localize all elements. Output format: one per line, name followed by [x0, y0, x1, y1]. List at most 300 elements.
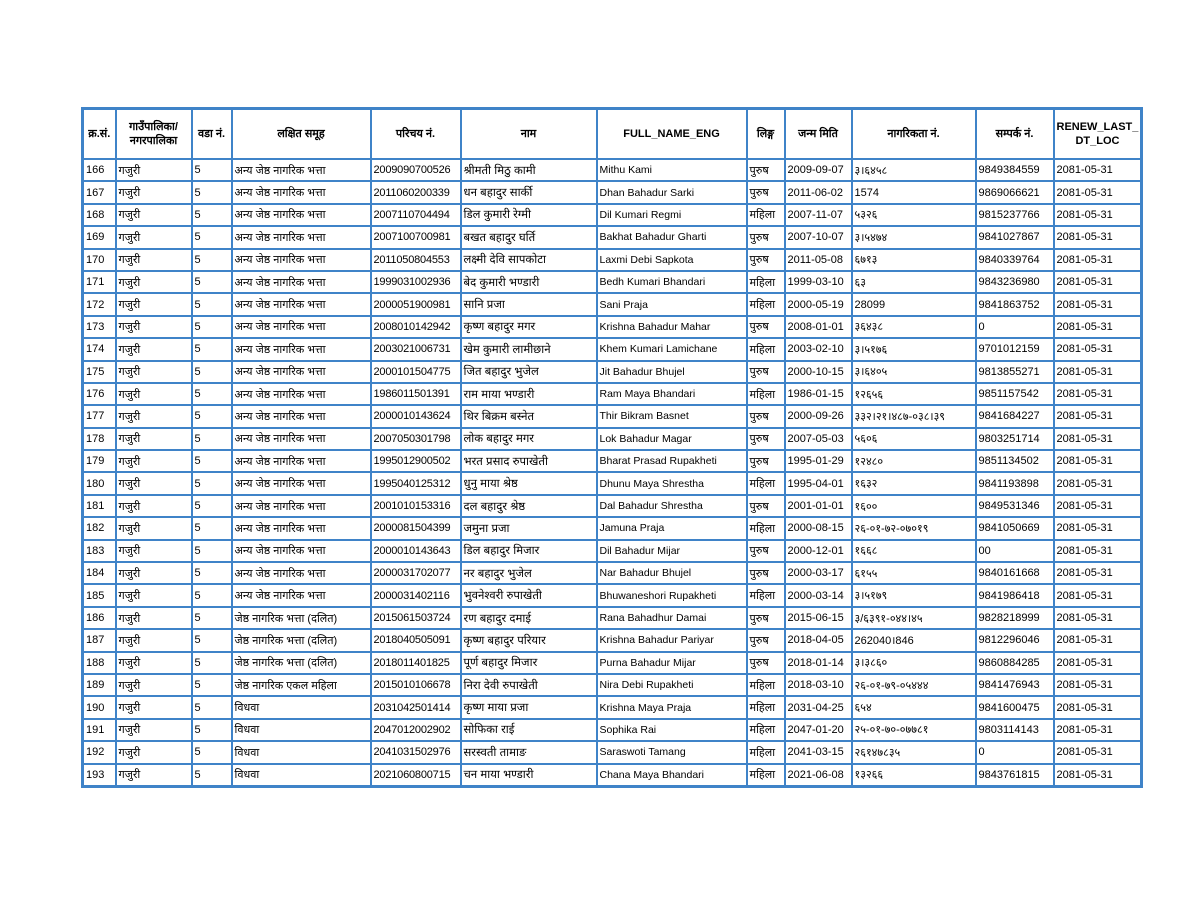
- cell-id-number: 2000101504775: [371, 361, 461, 383]
- cell-id-number: 2000031702077: [371, 562, 461, 584]
- cell-renew-date: 2081-05-31: [1054, 764, 1142, 787]
- cell-municipality: गजुरी: [116, 562, 192, 584]
- header-renew-date: RENEW_LAST_ DT_LOC: [1054, 109, 1142, 160]
- cell-municipality: गजुरी: [116, 450, 192, 472]
- cell-contact-no: 9841986418: [976, 584, 1054, 606]
- cell-gender: महिला: [747, 517, 785, 539]
- cell-citizenship-no: ६७१३: [852, 249, 976, 271]
- table-row: [83, 584, 1142, 606]
- cell-renew-date: 2081-05-31: [1054, 338, 1142, 360]
- cell-sn: 178: [83, 428, 116, 450]
- cell-id-number: 2003021006731: [371, 338, 461, 360]
- header-municipality: गाउँपालिका/ नगरपालिका: [116, 109, 192, 160]
- cell-name: दल बहादुर श्रेष्ठ: [461, 495, 597, 517]
- cell-sn: 174: [83, 338, 116, 360]
- cell-name: सोफिका राई: [461, 719, 597, 741]
- cell-contact-no: 9843236980: [976, 271, 1054, 293]
- cell-name: कृष्ण बहादुर मगर: [461, 316, 597, 338]
- cell-full-name-eng: Krishna Bahadur Mahar: [597, 316, 747, 338]
- cell-full-name-eng: Krishna Bahadur Pariyar: [597, 629, 747, 651]
- cell-id-number: 2015061503724: [371, 607, 461, 629]
- cell-gender: महिला: [747, 204, 785, 226]
- cell-citizenship-no: ३।५१७६: [852, 338, 976, 360]
- cell-target-group: अन्य जेष्ठ नागरिक भत्ता: [232, 271, 371, 293]
- cell-name: निरा देवी रुपाखेती: [461, 674, 597, 696]
- cell-name: चन माया भण्डारी: [461, 764, 597, 787]
- cell-sn: 177: [83, 405, 116, 427]
- cell-citizenship-no: ३३२।२१।४८७-०३८।३९: [852, 405, 976, 427]
- cell-contact-no: 9815237766: [976, 204, 1054, 226]
- cell-renew-date: 2081-05-31: [1054, 249, 1142, 271]
- cell-target-group: जेष्ठ नागरिक भत्ता (दलित): [232, 652, 371, 674]
- cell-sn: 180: [83, 472, 116, 494]
- cell-full-name-eng: Nira Debi Rupakheti: [597, 674, 747, 696]
- cell-target-group: अन्य जेष्ठ नागरिक भत्ता: [232, 584, 371, 606]
- cell-birth-date: 2000-09-26: [785, 405, 852, 427]
- cell-target-group: अन्य जेष्ठ नागरिक भत्ता: [232, 249, 371, 271]
- cell-municipality: गजुरी: [116, 696, 192, 718]
- table-row: [83, 204, 1142, 226]
- cell-contact-no: 9813855271: [976, 361, 1054, 383]
- cell-target-group: विधवा: [232, 764, 371, 787]
- cell-full-name-eng: Thir Bikram Basnet: [597, 405, 747, 427]
- cell-name: खेम कुमारी लामीछाने: [461, 338, 597, 360]
- cell-id-number: 2031042501414: [371, 696, 461, 718]
- cell-ward: 5: [192, 338, 232, 360]
- cell-id-number: 2009090700526: [371, 159, 461, 181]
- cell-sn: 190: [83, 696, 116, 718]
- cell-id-number: 2018040505091: [371, 629, 461, 651]
- cell-full-name-eng: Bedh Kumari Bhandari: [597, 271, 747, 293]
- table-row: [83, 226, 1142, 248]
- cell-name: रण बहादुर दमाई: [461, 607, 597, 629]
- cell-citizenship-no: ३६४३८: [852, 316, 976, 338]
- cell-renew-date: 2081-05-31: [1054, 226, 1142, 248]
- cell-citizenship-no: ६३: [852, 271, 976, 293]
- table-row: [83, 450, 1142, 472]
- cell-renew-date: 2081-05-31: [1054, 383, 1142, 405]
- cell-contact-no: 9841863752: [976, 293, 1054, 315]
- cell-sn: 187: [83, 629, 116, 651]
- cell-full-name-eng: Laxmi Debi Sapkota: [597, 249, 747, 271]
- table-row: [83, 159, 1142, 181]
- cell-full-name-eng: Bhuwaneshori Rupakheti: [597, 584, 747, 606]
- cell-target-group: अन्य जेष्ठ नागरिक भत्ता: [232, 562, 371, 584]
- cell-name: लोक बहादुर मगर: [461, 428, 597, 450]
- table-row: [83, 249, 1142, 271]
- cell-citizenship-no: ६५४: [852, 696, 976, 718]
- header-sn: क्र.सं.: [83, 109, 116, 160]
- cell-birth-date: 2007-11-07: [785, 204, 852, 226]
- cell-municipality: गजुरी: [116, 204, 192, 226]
- cell-target-group: जेष्ठ नागरिक भत्ता (दलित): [232, 607, 371, 629]
- cell-municipality: गजुरी: [116, 540, 192, 562]
- cell-citizenship-no: १६६८: [852, 540, 976, 562]
- cell-gender: महिला: [747, 741, 785, 763]
- cell-target-group: अन्य जेष्ठ नागरिक भत्ता: [232, 293, 371, 315]
- cell-municipality: गजुरी: [116, 316, 192, 338]
- cell-municipality: गजुरी: [116, 271, 192, 293]
- cell-sn: 169: [83, 226, 116, 248]
- cell-birth-date: 2000-12-01: [785, 540, 852, 562]
- table-row: [83, 383, 1142, 405]
- cell-citizenship-no: १२४८०: [852, 450, 976, 472]
- cell-birth-date: 2000-03-14: [785, 584, 852, 606]
- cell-citizenship-no: २६-०१-७२-०७०१९: [852, 517, 976, 539]
- cell-ward: 5: [192, 629, 232, 651]
- cell-gender: पुरुष: [747, 629, 785, 651]
- cell-ward: 5: [192, 517, 232, 539]
- cell-municipality: गजुरी: [116, 361, 192, 383]
- cell-full-name-eng: Dil Kumari Regmi: [597, 204, 747, 226]
- cell-ward: 5: [192, 428, 232, 450]
- cell-sn: 184: [83, 562, 116, 584]
- cell-citizenship-no: ३।३८६०: [852, 652, 976, 674]
- cell-ward: 5: [192, 472, 232, 494]
- cell-name: कृष्ण माया प्रजा: [461, 696, 597, 718]
- cell-ward: 5: [192, 540, 232, 562]
- cell-ward: 5: [192, 159, 232, 181]
- cell-target-group: अन्य जेष्ठ नागरिक भत्ता: [232, 450, 371, 472]
- table-row: [83, 517, 1142, 539]
- cell-full-name-eng: Chana Maya Bhandari: [597, 764, 747, 787]
- table-header: [83, 109, 1142, 160]
- cell-ward: 5: [192, 495, 232, 517]
- cell-name: बेद कुमारी भण्डारी: [461, 271, 597, 293]
- cell-id-number: 2007110704494: [371, 204, 461, 226]
- cell-gender: महिला: [747, 472, 785, 494]
- cell-ward: 5: [192, 316, 232, 338]
- cell-municipality: गजुरी: [116, 181, 192, 203]
- cell-renew-date: 2081-05-31: [1054, 181, 1142, 203]
- cell-renew-date: 2081-05-31: [1054, 472, 1142, 494]
- table-row: [83, 607, 1142, 629]
- cell-municipality: गजुरी: [116, 719, 192, 741]
- cell-id-number: 2000010143643: [371, 540, 461, 562]
- cell-name: धन बहादुर सार्की: [461, 181, 597, 203]
- cell-contact-no: 9841027867: [976, 226, 1054, 248]
- cell-target-group: अन्य जेष्ठ नागरिक भत्ता: [232, 405, 371, 427]
- cell-birth-date: 2011-05-08: [785, 249, 852, 271]
- cell-contact-no: 0: [976, 316, 1054, 338]
- header-ward: वडा नं.: [192, 109, 232, 160]
- cell-municipality: गजुरी: [116, 584, 192, 606]
- cell-sn: 191: [83, 719, 116, 741]
- cell-name: थिर बिक्रम बस्नेत: [461, 405, 597, 427]
- cell-target-group: अन्य जेष्ठ नागरिक भत्ता: [232, 517, 371, 539]
- cell-birth-date: 2007-10-07: [785, 226, 852, 248]
- table-row: [83, 361, 1142, 383]
- table-row: [83, 764, 1142, 787]
- cell-citizenship-no: ५६०६: [852, 428, 976, 450]
- cell-renew-date: 2081-05-31: [1054, 293, 1142, 315]
- cell-birth-date: 2000-08-15: [785, 517, 852, 539]
- cell-target-group: अन्य जेष्ठ नागरिक भत्ता: [232, 428, 371, 450]
- cell-ward: 5: [192, 741, 232, 763]
- header-name: नाम: [461, 109, 597, 160]
- cell-ward: 5: [192, 674, 232, 696]
- cell-renew-date: 2081-05-31: [1054, 405, 1142, 427]
- table-row: [83, 540, 1142, 562]
- cell-full-name-eng: Ram Maya Bhandari: [597, 383, 747, 405]
- cell-full-name-eng: Purna Bahadur Mijar: [597, 652, 747, 674]
- cell-renew-date: 2081-05-31: [1054, 204, 1142, 226]
- cell-citizenship-no: १६३२: [852, 472, 976, 494]
- cell-citizenship-no: ३।५४७४: [852, 226, 976, 248]
- cell-name: डिल कुमारी रेग्मी: [461, 204, 597, 226]
- cell-contact-no: 9869066621: [976, 181, 1054, 203]
- cell-birth-date: 2018-04-05: [785, 629, 852, 651]
- cell-gender: महिला: [747, 674, 785, 696]
- cell-sn: 176: [83, 383, 116, 405]
- cell-id-number: 2000051900981: [371, 293, 461, 315]
- cell-gender: महिला: [747, 764, 785, 787]
- cell-id-number: 2000081504399: [371, 517, 461, 539]
- cell-sn: 168: [83, 204, 116, 226]
- cell-gender: पुरुष: [747, 607, 785, 629]
- cell-birth-date: 2008-01-01: [785, 316, 852, 338]
- cell-municipality: गजुरी: [116, 249, 192, 271]
- cell-renew-date: 2081-05-31: [1054, 652, 1142, 674]
- cell-gender: पुरुष: [747, 181, 785, 203]
- cell-name: धुनु माया श्रेष्ठ: [461, 472, 597, 494]
- cell-gender: पुरुष: [747, 226, 785, 248]
- cell-citizenship-no: ५३२६: [852, 204, 976, 226]
- header-birth-date: जन्म मिति: [785, 109, 852, 160]
- cell-target-group: विधवा: [232, 719, 371, 741]
- cell-municipality: गजुरी: [116, 428, 192, 450]
- table-body: [83, 159, 1142, 786]
- cell-municipality: गजुरी: [116, 293, 192, 315]
- header-gender: लिङ्ग: [747, 109, 785, 160]
- cell-contact-no: 9841600475: [976, 696, 1054, 718]
- cell-birth-date: 2001-01-01: [785, 495, 852, 517]
- cell-id-number: 2015010106678: [371, 674, 461, 696]
- cell-gender: पुरुष: [747, 405, 785, 427]
- cell-full-name-eng: Khem Kumari Lamichane: [597, 338, 747, 360]
- table-row: [83, 719, 1142, 741]
- table-row: [83, 629, 1142, 651]
- cell-contact-no: 9840339764: [976, 249, 1054, 271]
- cell-id-number: 2041031502976: [371, 741, 461, 763]
- cell-gender: महिला: [747, 719, 785, 741]
- cell-renew-date: 2081-05-31: [1054, 629, 1142, 651]
- cell-renew-date: 2081-05-31: [1054, 495, 1142, 517]
- cell-ward: 5: [192, 719, 232, 741]
- cell-birth-date: 1986-01-15: [785, 383, 852, 405]
- table-row: [83, 472, 1142, 494]
- cell-municipality: गजुरी: [116, 674, 192, 696]
- cell-ward: 5: [192, 584, 232, 606]
- cell-renew-date: 2081-05-31: [1054, 450, 1142, 472]
- cell-municipality: गजुरी: [116, 741, 192, 763]
- cell-gender: पुरुष: [747, 361, 785, 383]
- table-row: [83, 181, 1142, 203]
- cell-sn: 167: [83, 181, 116, 203]
- cell-name: राम माया भण्डारी: [461, 383, 597, 405]
- table-row: [83, 562, 1142, 584]
- cell-gender: महिला: [747, 271, 785, 293]
- cell-contact-no: 9851134502: [976, 450, 1054, 472]
- cell-ward: 5: [192, 204, 232, 226]
- cell-contact-no: 9803251714: [976, 428, 1054, 450]
- cell-target-group: विधवा: [232, 696, 371, 718]
- cell-full-name-eng: Sophika Rai: [597, 719, 747, 741]
- cell-id-number: 2018011401825: [371, 652, 461, 674]
- cell-sn: 173: [83, 316, 116, 338]
- table-row: [83, 293, 1142, 315]
- cell-full-name-eng: Jit Bahadur Bhujel: [597, 361, 747, 383]
- cell-id-number: 2021060800715: [371, 764, 461, 787]
- cell-contact-no: 9803114143: [976, 719, 1054, 741]
- cell-target-group: अन्य जेष्ठ नागरिक भत्ता: [232, 159, 371, 181]
- cell-birth-date: 1995-04-01: [785, 472, 852, 494]
- cell-full-name-eng: Nar Bahadur Bhujel: [597, 562, 747, 584]
- cell-gender: महिला: [747, 383, 785, 405]
- cell-id-number: 2047012002902: [371, 719, 461, 741]
- cell-ward: 5: [192, 293, 232, 315]
- cell-full-name-eng: Mithu Kami: [597, 159, 747, 181]
- cell-contact-no: 9841476943: [976, 674, 1054, 696]
- cell-id-number: 2001010153316: [371, 495, 461, 517]
- cell-name: कृष्ण बहादुर परियार: [461, 629, 597, 651]
- cell-full-name-eng: Bharat Prasad Rupakheti: [597, 450, 747, 472]
- cell-sn: 179: [83, 450, 116, 472]
- cell-contact-no: 9860884285: [976, 652, 1054, 674]
- cell-gender: पुरुष: [747, 450, 785, 472]
- header-citizenship-no: नागरिकता नं.: [852, 109, 976, 160]
- cell-sn: 172: [83, 293, 116, 315]
- cell-municipality: गजुरी: [116, 405, 192, 427]
- cell-name: सानि प्रजा: [461, 293, 597, 315]
- cell-id-number: 2000031402116: [371, 584, 461, 606]
- cell-target-group: अन्य जेष्ठ नागरिक भत्ता: [232, 316, 371, 338]
- header-target-group: लक्षित समूह: [232, 109, 371, 160]
- cell-full-name-eng: Dhunu Maya Shrestha: [597, 472, 747, 494]
- cell-ward: 5: [192, 271, 232, 293]
- cell-citizenship-no: १६००: [852, 495, 976, 517]
- cell-citizenship-no: २५-०१-७०-०७७८१: [852, 719, 976, 741]
- cell-ward: 5: [192, 652, 232, 674]
- cell-contact-no: 0: [976, 741, 1054, 763]
- cell-renew-date: 2081-05-31: [1054, 271, 1142, 293]
- cell-contact-no: 9841050669: [976, 517, 1054, 539]
- cell-birth-date: 2000-05-19: [785, 293, 852, 315]
- cell-ward: 5: [192, 764, 232, 787]
- cell-sn: 171: [83, 271, 116, 293]
- cell-target-group: अन्य जेष्ठ नागरिक भत्ता: [232, 495, 371, 517]
- cell-citizenship-no: 1574: [852, 181, 976, 203]
- cell-gender: पुरुष: [747, 652, 785, 674]
- cell-ward: 5: [192, 383, 232, 405]
- cell-full-name-eng: Dal Bahadur Shrestha: [597, 495, 747, 517]
- cell-citizenship-no: ३/६३९१-०४४।४५: [852, 607, 976, 629]
- cell-id-number: 2011050804553: [371, 249, 461, 271]
- cell-id-number: 1986011501391: [371, 383, 461, 405]
- cell-birth-date: 2000-10-15: [785, 361, 852, 383]
- cell-birth-date: 2031-04-25: [785, 696, 852, 718]
- cell-citizenship-no: 28099: [852, 293, 976, 315]
- cell-id-number: 1995040125312: [371, 472, 461, 494]
- cell-sn: 193: [83, 764, 116, 787]
- cell-name: नर बहादुर भुजेल: [461, 562, 597, 584]
- cell-id-number: 2007100700981: [371, 226, 461, 248]
- cell-ward: 5: [192, 405, 232, 427]
- cell-full-name-eng: Saraswoti Tamang: [597, 741, 747, 763]
- cell-full-name-eng: Rana Bahadhur Damai: [597, 607, 747, 629]
- cell-name: बखत बहादुर घर्ति: [461, 226, 597, 248]
- cell-citizenship-no: ६१५५: [852, 562, 976, 584]
- cell-gender: पुरुष: [747, 249, 785, 271]
- cell-id-number: 1995012900502: [371, 450, 461, 472]
- cell-municipality: गजुरी: [116, 517, 192, 539]
- table-row: [83, 495, 1142, 517]
- table-row: [83, 652, 1142, 674]
- cell-municipality: गजुरी: [116, 383, 192, 405]
- cell-citizenship-no: २६-०१-७९-०५४४४: [852, 674, 976, 696]
- cell-name: जमुना प्रजा: [461, 517, 597, 539]
- cell-birth-date: 2009-09-07: [785, 159, 852, 181]
- table-row: [83, 271, 1142, 293]
- cell-contact-no: 9701012159: [976, 338, 1054, 360]
- cell-ward: 5: [192, 450, 232, 472]
- cell-municipality: गजुरी: [116, 159, 192, 181]
- cell-birth-date: 2018-01-14: [785, 652, 852, 674]
- cell-target-group: अन्य जेष्ठ नागरिक भत्ता: [232, 472, 371, 494]
- cell-contact-no: 9851157542: [976, 383, 1054, 405]
- cell-birth-date: 1999-03-10: [785, 271, 852, 293]
- cell-renew-date: 2081-05-31: [1054, 719, 1142, 741]
- cell-id-number: 2008010142942: [371, 316, 461, 338]
- cell-target-group: विधवा: [232, 741, 371, 763]
- cell-birth-date: 2015-06-15: [785, 607, 852, 629]
- cell-ward: 5: [192, 361, 232, 383]
- cell-birth-date: 2003-02-10: [785, 338, 852, 360]
- cell-name: भुवनेश्वरी रुपाखेती: [461, 584, 597, 606]
- cell-contact-no: 9841684227: [976, 405, 1054, 427]
- cell-name: जित बहादुर भुजेल: [461, 361, 597, 383]
- cell-sn: 189: [83, 674, 116, 696]
- cell-target-group: अन्य जेष्ठ नागरिक भत्ता: [232, 383, 371, 405]
- header-contact-no: सम्पर्क नं.: [976, 109, 1054, 160]
- cell-contact-no: 9849531346: [976, 495, 1054, 517]
- cell-ward: 5: [192, 249, 232, 271]
- cell-ward: 5: [192, 607, 232, 629]
- table-row: [83, 338, 1142, 360]
- cell-sn: 170: [83, 249, 116, 271]
- cell-birth-date: 2041-03-15: [785, 741, 852, 763]
- cell-contact-no: 9812296046: [976, 629, 1054, 651]
- header-id-number: परिचय नं.: [371, 109, 461, 160]
- cell-target-group: अन्य जेष्ठ नागरिक भत्ता: [232, 226, 371, 248]
- beneficiary-table: [81, 107, 1143, 788]
- cell-renew-date: 2081-05-31: [1054, 607, 1142, 629]
- cell-id-number: 2000010143624: [371, 405, 461, 427]
- cell-full-name-eng: Bakhat Bahadur Gharti: [597, 226, 747, 248]
- cell-municipality: गजुरी: [116, 226, 192, 248]
- cell-target-group: अन्य जेष्ठ नागरिक भत्ता: [232, 361, 371, 383]
- table-row: [83, 428, 1142, 450]
- cell-name: डिल बहादुर मिजार: [461, 540, 597, 562]
- cell-sn: 183: [83, 540, 116, 562]
- cell-renew-date: 2081-05-31: [1054, 428, 1142, 450]
- cell-target-group: जेष्ठ नागरिक भत्ता (दलित): [232, 629, 371, 651]
- cell-citizenship-no: ३।६४५८: [852, 159, 976, 181]
- cell-birth-date: 2018-03-10: [785, 674, 852, 696]
- header-full-name-eng: FULL_NAME_ENG: [597, 109, 747, 160]
- cell-gender: पुरुष: [747, 562, 785, 584]
- table-row: [83, 405, 1142, 427]
